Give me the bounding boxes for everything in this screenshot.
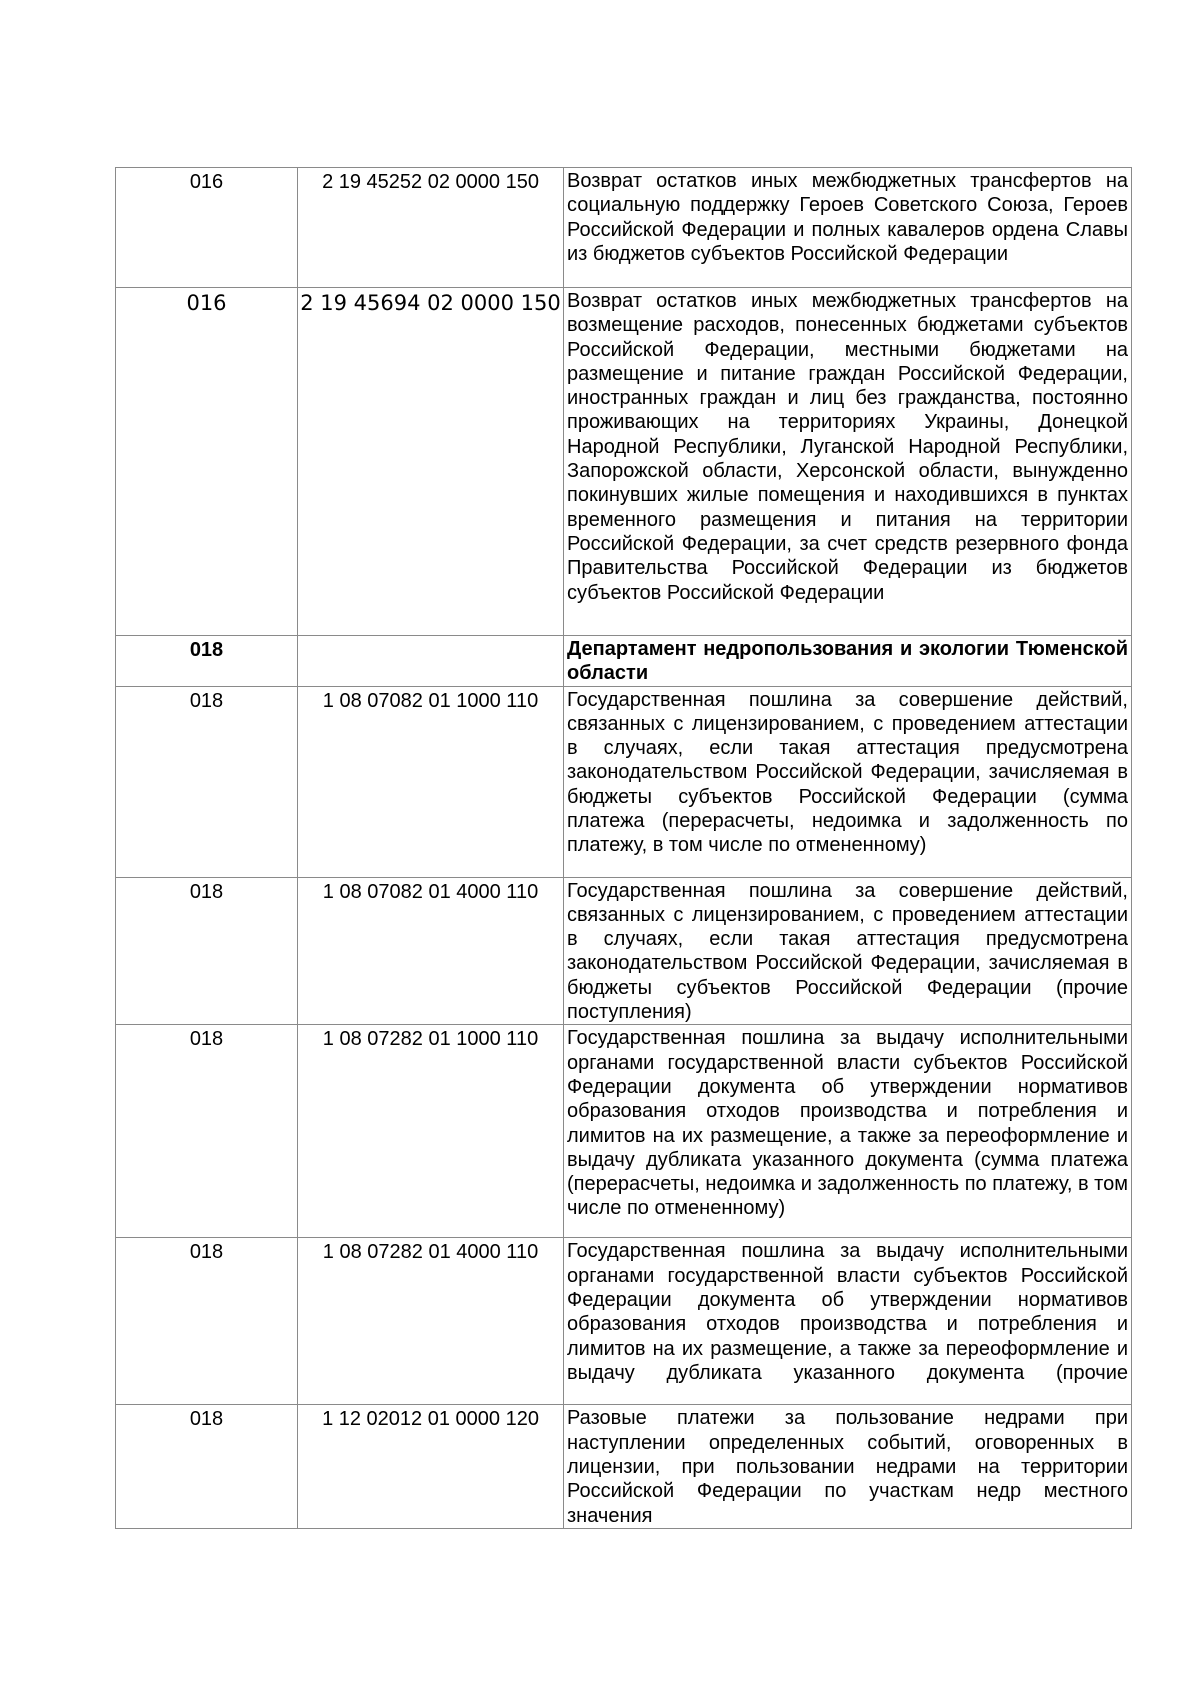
admin-code: 018 <box>189 689 224 712</box>
admin-code: 016 <box>186 291 227 315</box>
admin-code: 018 <box>189 1028 224 1051</box>
description-cell <box>564 288 1132 636</box>
description-cell <box>564 1238 1132 1405</box>
budget-code: 1 12 02012 01 0000 120 <box>322 1408 539 1431</box>
description-cell <box>564 877 1132 1025</box>
admin-code-cell <box>116 168 298 288</box>
description: Возврат остатков иных межбюджетных трансфертов на социальную поддержку Героев Советского Союза, Героев Российской Федерации и полных кавалеров ордена Славы из бюджетов субъектов Российской Федерации <box>567 170 1128 265</box>
table-row <box>116 288 1132 636</box>
admin-code-cell <box>116 636 298 687</box>
budget-code-cell <box>298 1025 564 1238</box>
admin-code: 018 <box>189 1408 224 1431</box>
budget-code: 1 08 07282 01 4000 110 <box>322 1241 539 1264</box>
admin-code: 018 <box>189 880 224 903</box>
budget-code-cell <box>298 877 564 1025</box>
admin-code-cell <box>116 686 298 877</box>
description-cell <box>564 168 1132 288</box>
table-row <box>116 1025 1132 1238</box>
table-row <box>116 168 1132 288</box>
budget-code-cell <box>298 636 564 687</box>
description-cell <box>564 1025 1132 1238</box>
description-cell <box>564 636 1132 687</box>
budget-code: 1 08 07082 01 1000 110 <box>322 689 539 712</box>
description: Возврат остатков иных межбюджетных трансфертов на возмещение расходов, понесенных бюджетами субъектов Российской Федерации, местными бюджетами на размещение и питание граждан Российской Федерации, иностранных граждан и лиц без гражданства, постоянно проживающих на территориях Украины, Донецкой Народной Республики, Луганской Народной Республики, Запорожской области, Херсонской области, вынужденно покинувших жилые помещения и находившихся в пунктах временного размещения и питания на территории Российской Федерации, за счет средств резервного фонда Правительства Российской Федерации из бюджетов субъектов Российской Федерации <box>567 290 1128 604</box>
description: Разовые платежи за пользование недрами при наступлении определенных событий, оговоренных в лицензии, при пользовании недрами на территории Российской Федерации по участкам недр местного значения <box>567 1407 1128 1527</box>
admin-code: 016 <box>189 171 224 193</box>
budget-code-cell <box>298 1238 564 1405</box>
admin-code: 018 <box>189 1241 224 1264</box>
revenue-codes-table <box>115 167 1132 1529</box>
budget-code: 1 08 07082 01 4000 110 <box>322 880 539 903</box>
description: Государственная пошлина за выдачу исполнительными органами государственной власти субъектов Российской Федерации документа об утверждении нормативов образования отходов производства и потребления и лимитов на их размещение, а также за переоформление и выдачу дубликата указанного документа (сумма платежа (перерасчеты, недоимка и задолженность по платежу, в том числе по отмененному) <box>567 1027 1128 1220</box>
budget-code: 2 19 45694 02 0000 150 <box>300 291 561 315</box>
table-row <box>116 1238 1132 1405</box>
admin-code-cell <box>116 1025 298 1238</box>
admin-code-cell <box>116 877 298 1025</box>
table-row <box>116 636 1132 687</box>
description: Государственная пошлина за выдачу исполнительными органами государственной власти субъектов Российской Федерации документа об утверждении нормативов образования отходов производства и потребления и лимитов на их размещение, а также за переоформление и выдачу дубликата указанного документа (прочие <box>567 1240 1128 1384</box>
admin-code-cell <box>116 1238 298 1405</box>
budget-code-cell <box>298 1405 564 1528</box>
budget-code: 1 08 07282 01 1000 110 <box>322 1028 539 1051</box>
budget-code-cell <box>298 686 564 877</box>
department-title: Департамент недропользования и экологии Тюменской области <box>567 638 1128 685</box>
table-row <box>116 1405 1132 1528</box>
description-cell <box>564 686 1132 877</box>
budget-code <box>298 636 563 638</box>
table-row <box>116 686 1132 877</box>
admin-code-cell <box>116 1405 298 1528</box>
admin-code: 018 <box>189 639 224 661</box>
table-row <box>116 877 1132 1025</box>
description: Государственная пошлина за совершение действий, связанных с лицензированием, с проведением аттестации в случаях, если такая аттестация предусмотрена законодательством Российской Федерации, зачисляемая в бюджеты субъектов Российской Федерации (прочие поступления) <box>567 879 1128 1024</box>
admin-code-cell <box>116 288 298 636</box>
budget-code-cell <box>298 288 564 636</box>
description-cell <box>564 1405 1132 1528</box>
budget-code: 2 19 45252 02 0000 150 <box>322 171 539 193</box>
budget-code-cell <box>298 168 564 288</box>
description: Государственная пошлина за совершение действий, связанных с лицензированием, с проведением аттестации в случаях, если такая аттестация предусмотрена законодательством Российской Федерации, зачисляемая в бюджеты субъектов Российской Федерации (сумма платежа (перерасчеты, недоимка и задолженность по платежу, в том числе по отмененному) <box>567 688 1128 857</box>
